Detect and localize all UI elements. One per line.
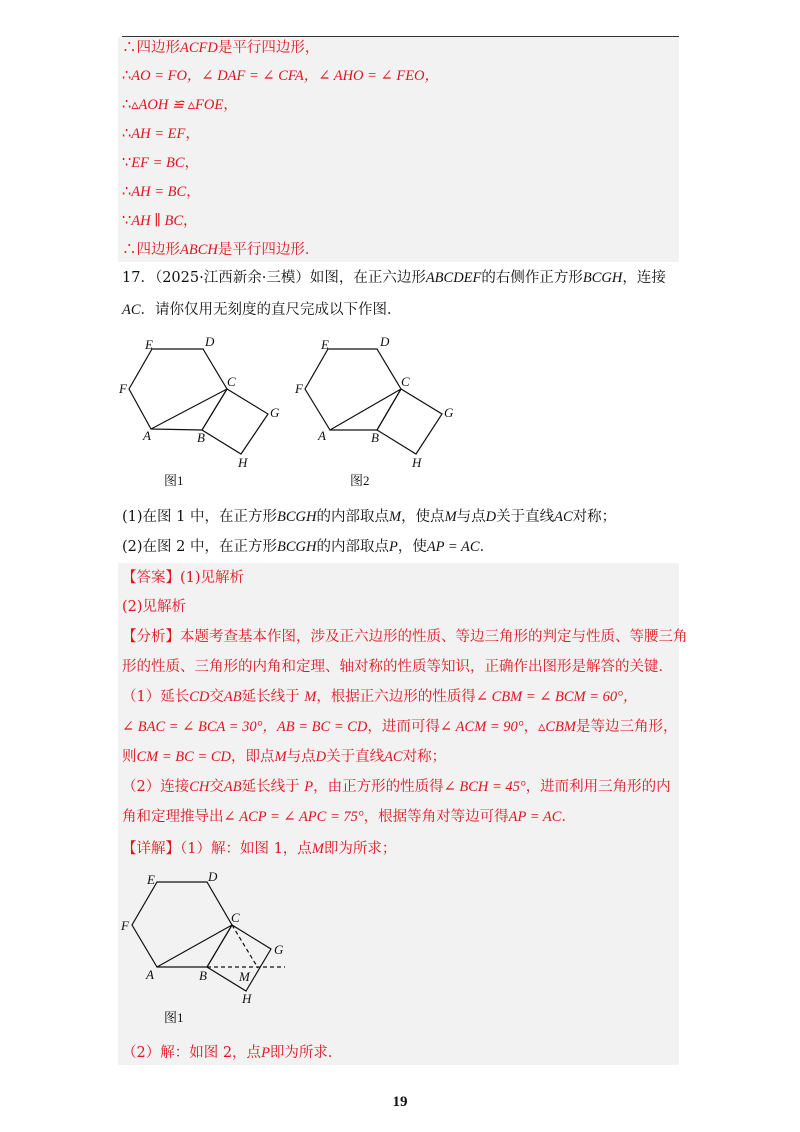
proof-line: ∴AO = FO，∠ DAF = ∠ CFA，∠ AHO = ∠ FEO， (122, 68, 440, 84)
label-G-sol: G (274, 942, 284, 957)
label-E-sol: E (147, 872, 155, 887)
square-bcgh-2 (377, 389, 442, 454)
analysis-step2-line-1: （2）连接CH交AB延长线于 P，由正方形的性质得∠ BCH = 45°，进而利用三角形的内 (122, 779, 671, 795)
label-F: F (119, 381, 127, 396)
detail-line-2: （2）解：如图 2，点P即为所求． (122, 1045, 343, 1061)
hexagon-abcdef (129, 349, 227, 430)
segment-ac (151, 389, 227, 429)
label-B: B (197, 430, 205, 445)
answer-line-1: 【答案】(1)见解析 (122, 570, 245, 586)
page-number: 19 (392, 1094, 408, 1110)
label-A: A (143, 428, 151, 443)
solution-figure-lines (132, 882, 285, 991)
label-A-sol: A (146, 967, 154, 982)
analysis-line-2: 形的性质、三角形的内角和定理、轴对称的性质等知识，正确作出图形是解答的关键． (122, 659, 673, 675)
proof-line: ∵EF = BC， (122, 155, 200, 171)
analysis-step1-line-1: （1）延长CD交AB延长线于 M，根据正六边形的性质得∠ CBM = ∠ BCM = 60°， (122, 689, 638, 705)
label-H-sol: H (242, 991, 252, 1006)
caption-fig1: 图1 (164, 473, 184, 488)
label-M-sol: M (239, 969, 250, 984)
solution-figure (110, 868, 310, 1033)
label-B-sol: B (199, 968, 207, 983)
label-H: H (238, 455, 248, 470)
label-A-2: A (318, 428, 326, 443)
label-D-sol: D (208, 869, 218, 884)
label-C-sol: C (231, 910, 240, 925)
question-2: (2)在图 2 中，在正方形BCGH的内部取点P，使AP = AC． (122, 539, 495, 555)
proof-line: ∴AH = EF， (122, 126, 200, 142)
proof-line: ∵AH ∥ BC， (122, 213, 198, 229)
label-F-sol: F (121, 918, 129, 933)
caption-fig2: 图2 (350, 473, 370, 488)
answer-line-2: (2)见解析 (122, 599, 187, 615)
analysis-step2-line-2: 角和定理推导出∠ ACP = ∠ APC = 75°，根据等角对等边可得AP = AC． (122, 809, 576, 825)
label-D-2: D (380, 334, 390, 349)
analysis-step1-line-3: 则CM = BC = CD，即点M与点D关于直线AC对称； (122, 749, 447, 765)
label-E-2: E (321, 337, 329, 352)
figure-1-labels (118, 334, 280, 488)
proof-line: ∴▵AOH ≌ ▵FOE， (122, 97, 238, 113)
problem-line-2: AC．请你仅用无刻度的直尺完成以下作图． (122, 302, 402, 318)
label-F-2: F (295, 381, 303, 396)
analysis-line-1: 【分析】本题考查基本作图，涉及正六边形的性质、等边三角形的判定与性质、等腰三角 (122, 629, 688, 645)
proof-line: ∴四边形ACFD是平行四边形， (122, 40, 320, 56)
segment-ac-2 (330, 389, 401, 430)
analysis-step1-line-2: ∠ BAC = ∠ BCA = 30°，AB = BC = CD，进而可得∠ ACM = 90°，▵CBM是等边三角形， (122, 719, 678, 735)
label-H-2: H (412, 455, 422, 470)
problem-line-1: 17．（2025·江西新余·三模）如图，在正六边形ABCDEF的右侧作正方形BCGH，连接 (122, 270, 666, 286)
hexagon-abcdef-2 (305, 349, 401, 430)
label-E: E (145, 337, 153, 352)
label-B-2: B (371, 430, 379, 445)
problem-figures (110, 330, 470, 495)
segment-ac-sol (157, 925, 232, 967)
detail-line-1: 【详解】（1）解：如图 1，点M即为所求； (122, 841, 397, 857)
question-1: (1)在图 1 中，在正方形BCGH的内部取点M，使点M与点D关于直线AC对称； (122, 509, 617, 525)
label-C-2: C (401, 374, 410, 389)
square-bcgh (202, 389, 268, 454)
label-G-2: G (444, 405, 454, 420)
extension-cd-dashed (232, 925, 258, 968)
hexagon-abcdef-sol (132, 882, 232, 967)
proof-line: ∴四边形ABCH是平行四边形． (122, 242, 320, 258)
label-C: C (227, 374, 236, 389)
proof-line: ∴AH = BC， (122, 184, 201, 200)
label-D: D (205, 334, 215, 349)
caption-fig1-sol: 图1 (164, 1010, 184, 1025)
label-G: G (270, 405, 280, 420)
